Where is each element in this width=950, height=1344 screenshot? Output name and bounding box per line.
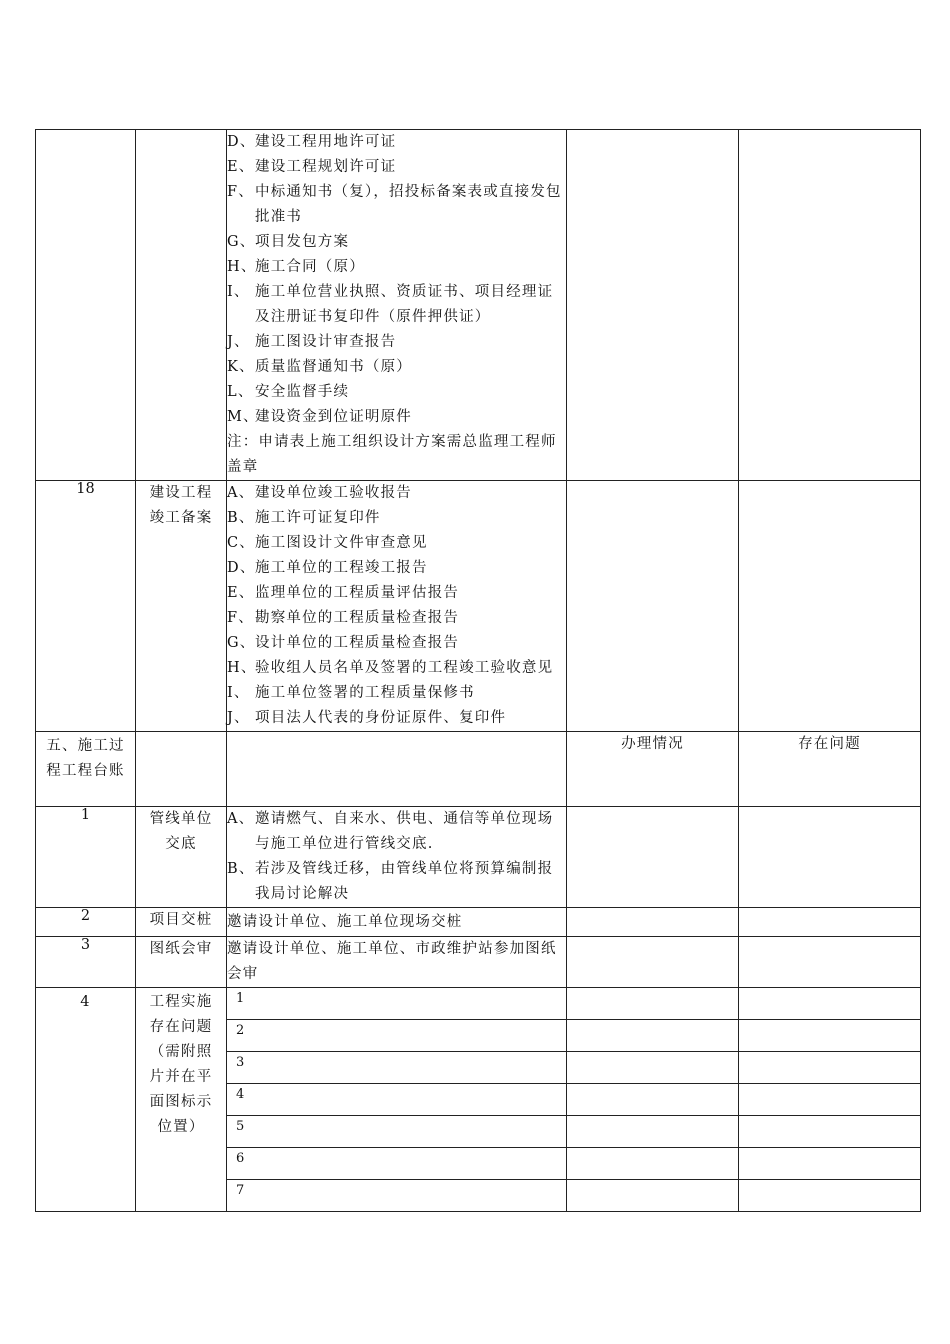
item-letter: H、 <box>227 259 257 275</box>
num-cell: 1 <box>36 807 136 908</box>
issues-cell <box>739 937 921 988</box>
item-letter: D、 <box>227 560 256 576</box>
issues-cell <box>739 1052 921 1084</box>
status-cell <box>567 130 739 481</box>
item-letter: J、 <box>227 710 250 726</box>
issues-cell <box>739 908 921 937</box>
sub-number: 5 <box>227 1116 567 1148</box>
section-title: 五、施工过程工程台账 <box>46 738 125 779</box>
requirements-cell: 邀请设计单位、施工单位现场交桩 <box>227 908 567 937</box>
item-text: 施工单位的工程竣工报告 <box>255 560 428 576</box>
requirement-item <box>227 606 566 631</box>
num-cell <box>36 130 136 481</box>
status-cell <box>567 1052 739 1084</box>
item-letter: D、 <box>227 134 256 150</box>
item-text: 建设工程规划许可证 <box>255 159 397 175</box>
item-letter: A、 <box>227 485 255 501</box>
item-letter: I、 <box>227 685 250 701</box>
requirement-item <box>227 631 566 656</box>
requirements-cell <box>227 481 567 732</box>
item-letter: J、 <box>227 334 250 350</box>
row-4 <box>36 988 921 1020</box>
item-text: 施工单位签署的工程质量保修书 <box>255 685 475 701</box>
requirement-item <box>227 330 566 355</box>
sub-number: 6 <box>227 1148 567 1180</box>
requirement-item <box>227 581 566 606</box>
requirement-item <box>227 506 566 531</box>
requirement-item <box>227 807 566 857</box>
item-letter: B、 <box>227 510 255 526</box>
item-text: 邀请燃气、自来水、供电、通信等单位现场与施工单位进行管线交底. <box>255 811 554 852</box>
item-text: 项目法人代表的身份证原件、复印件 <box>255 710 507 726</box>
requirement-item <box>227 556 566 581</box>
item-letter: G、 <box>227 234 256 250</box>
sub-number: 1 <box>227 988 567 1020</box>
item-name: 管线单位交底 <box>149 811 213 852</box>
item-text: 建设工程用地许可证 <box>255 134 397 150</box>
requirement-item <box>227 230 566 255</box>
item-letter: F、 <box>227 610 254 626</box>
item-text: 安全监督手续 <box>255 384 350 400</box>
requirement-item <box>227 280 566 330</box>
section-title-cell <box>36 732 136 807</box>
item-text: 勘察单位的工程质量检查报告 <box>255 610 460 626</box>
item-text: 监理单位的工程质量评估报告 <box>255 585 460 601</box>
name-cell <box>136 807 227 908</box>
requirement-item <box>227 255 566 280</box>
item-letter: F、 <box>227 184 254 200</box>
sub-number: 7 <box>227 1180 567 1212</box>
num-cell: 18 <box>36 481 136 732</box>
issues-cell <box>739 1180 921 1212</box>
issues-cell <box>739 988 921 1020</box>
item-letter: E、 <box>227 159 255 175</box>
row-1 <box>36 807 921 908</box>
item-letter: M、 <box>227 409 259 425</box>
name-cell: 项目交桩 <box>136 908 227 937</box>
item-letter: I、 <box>227 284 250 300</box>
item-text: 施工单位营业执照、资质证书、项目经理证及注册证书复印件（原件押供证） <box>255 284 554 325</box>
status-cell <box>567 1020 739 1052</box>
requirement-item <box>227 857 566 907</box>
status-cell <box>567 937 739 988</box>
item-text: 施工图设计文件审查意见 <box>255 535 428 551</box>
status-header: 办理情况 <box>567 732 739 807</box>
note-text: 注：申请表上施工组织设计方案需总监理工程师盖章 <box>227 434 557 475</box>
num-cell: 3 <box>36 937 136 988</box>
item-letter: A、 <box>227 811 255 827</box>
requirements-cell: 邀请设计单位、施工单位、市政维护站参加图纸会审 <box>227 937 567 988</box>
item-text: 验收组人员名单及签署的工程竣工验收意见 <box>255 660 554 676</box>
item-text: 建设单位竣工验收报告 <box>255 485 412 501</box>
item-text: 施工图设计审查报告 <box>255 334 397 350</box>
requirement-item <box>227 380 566 405</box>
requirement-item <box>227 531 566 556</box>
issues-cell <box>739 130 921 481</box>
issues-cell <box>739 807 921 908</box>
num-cell: 2 <box>36 908 136 937</box>
item-text: 施工合同（原） <box>255 259 365 275</box>
name-cell <box>136 130 227 481</box>
issues-cell <box>739 481 921 732</box>
row-3 <box>36 937 921 988</box>
name-cell <box>136 481 227 732</box>
issues-header: 存在问题 <box>739 732 921 807</box>
item-letter: K、 <box>227 359 255 375</box>
requirement-item <box>227 155 566 180</box>
status-cell <box>567 481 739 732</box>
status-cell <box>567 1084 739 1116</box>
status-cell <box>567 908 739 937</box>
requirements-cell <box>227 130 567 481</box>
requirement-item <box>227 355 566 380</box>
requirement-item <box>227 180 566 230</box>
status-cell <box>567 1116 739 1148</box>
item-text: 项目发包方案 <box>255 234 350 250</box>
item-letter: E、 <box>227 585 255 601</box>
name-cell: 图纸会审 <box>136 937 227 988</box>
item-name: 工程实施存在问题（需附照片并在平面图标示位置） <box>149 994 213 1135</box>
issues-cell <box>739 1084 921 1116</box>
requirement-item <box>227 481 566 506</box>
requirements-cell <box>227 807 567 908</box>
item-text: 施工许可证复印件 <box>255 510 381 526</box>
item-name: 建设工程竣工备案 <box>149 485 213 526</box>
sub-number: 2 <box>227 1020 567 1052</box>
item-letter: H、 <box>227 660 257 676</box>
item-text: 质量监督通知书（原） <box>255 359 412 375</box>
item-text: 若涉及管线迁移，由管线单位将预算编制报我局讨论解决 <box>255 861 554 902</box>
row-18 <box>36 481 921 732</box>
num-cell: 4 <box>36 988 136 1212</box>
row-2 <box>36 908 921 937</box>
record-table <box>35 129 921 1212</box>
requirement-item <box>227 656 566 681</box>
requirements-cell <box>227 732 567 807</box>
item-text: 中标通知书（复），招投标备案表或直接发包批准书 <box>255 184 562 225</box>
requirement-item <box>227 706 566 731</box>
status-cell <box>567 807 739 908</box>
item-text: 建设资金到位证明原件 <box>255 409 412 425</box>
item-letter: C、 <box>227 535 255 551</box>
issues-cell <box>739 1020 921 1052</box>
status-cell <box>567 1148 739 1180</box>
sub-number: 4 <box>227 1084 567 1116</box>
issues-cell <box>739 1148 921 1180</box>
item-letter: L、 <box>227 384 254 400</box>
name-cell <box>136 988 227 1212</box>
requirement-item <box>227 130 566 155</box>
status-cell <box>567 988 739 1020</box>
name-cell <box>136 732 227 807</box>
row-continued <box>36 130 921 481</box>
requirement-item <box>227 681 566 706</box>
issues-cell <box>739 1116 921 1148</box>
requirement-item <box>227 405 566 430</box>
sub-number: 3 <box>227 1052 567 1084</box>
item-letter: G、 <box>227 635 256 651</box>
status-cell <box>567 1180 739 1212</box>
section-header <box>36 732 921 807</box>
item-letter: B、 <box>227 861 255 877</box>
item-text: 设计单位的工程质量检查报告 <box>255 635 460 651</box>
